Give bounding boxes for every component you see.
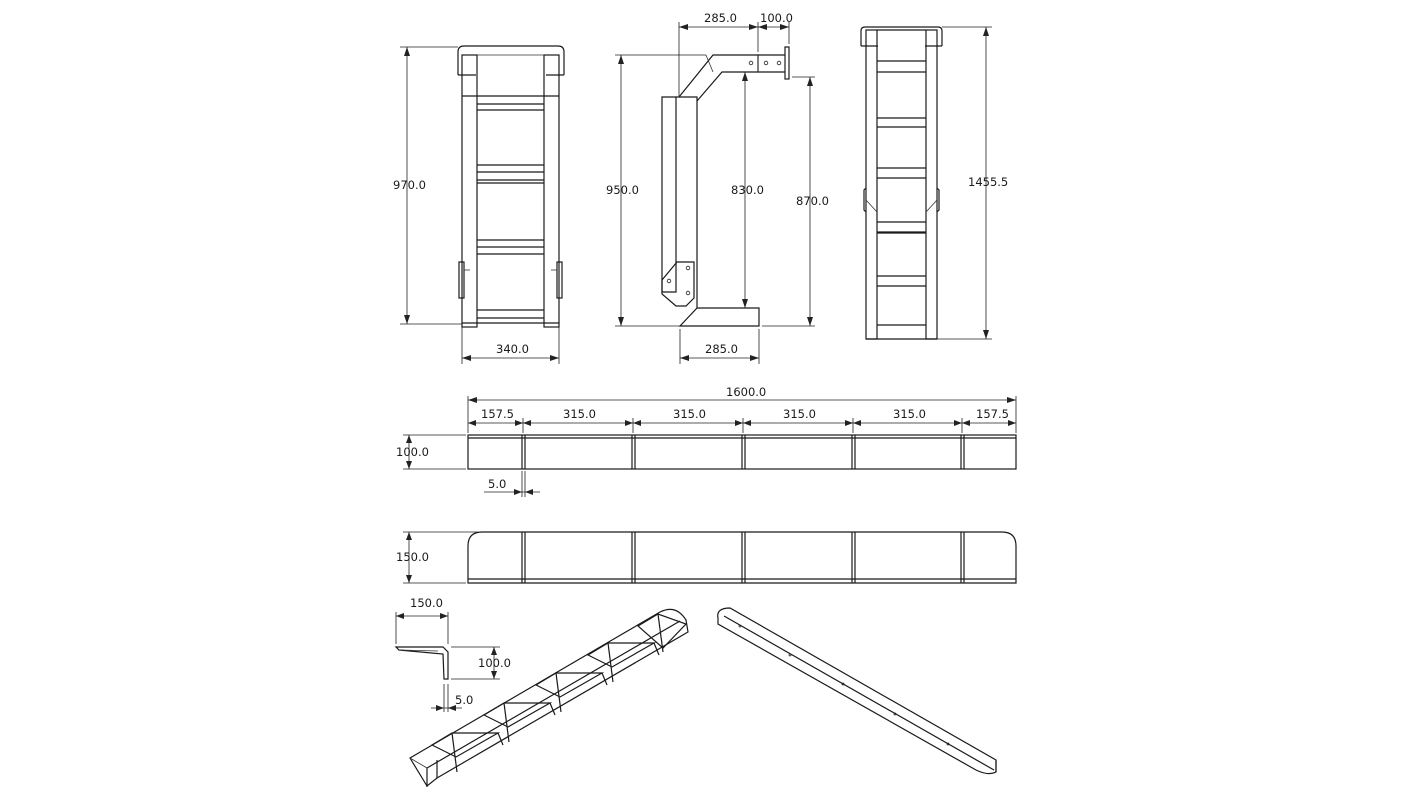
- side-view: [606, 11, 829, 364]
- isometric-step-assembly: [410, 609, 688, 787]
- step-elevation: [396, 385, 1016, 497]
- section-height-dim: 100.0: [478, 656, 511, 670]
- step-height-dim: 100.0: [396, 445, 429, 459]
- section-detail: [396, 596, 511, 712]
- section-thickness-dim: 5.0: [455, 693, 474, 707]
- step-end-left-dim: 157.5: [481, 407, 514, 421]
- side-mount-height-dim: 870.0: [796, 194, 829, 208]
- plan-width-dim: 150.0: [396, 550, 429, 564]
- step-pitch-2-dim: 315.0: [673, 407, 706, 421]
- step-total-length-dim: 1600.0: [726, 385, 767, 399]
- step-plan: [396, 532, 1016, 583]
- rear-height-dim: 1455.5: [968, 175, 1009, 189]
- section-width-dim: 150.0: [410, 596, 443, 610]
- side-bottom-length-dim: 285.0: [705, 342, 738, 356]
- rib-thickness-dim: 5.0: [488, 477, 507, 491]
- front-view: [393, 46, 564, 364]
- isometric-plate: [718, 608, 996, 774]
- step-pitch-3-dim: 315.0: [783, 407, 816, 421]
- side-height-dim: 950.0: [606, 183, 639, 197]
- rear-view: [861, 27, 1008, 339]
- side-flange-dim: 100.0: [760, 11, 793, 25]
- step-end-right-dim: 157.5: [976, 407, 1009, 421]
- step-pitch-4-dim: 315.0: [893, 407, 926, 421]
- side-inner-height-dim: 830.0: [731, 183, 764, 197]
- step-pitch-1-dim: 315.0: [563, 407, 596, 421]
- side-top-length-dim: 285.0: [704, 11, 737, 25]
- front-height-dim: 970.0: [393, 178, 426, 192]
- front-width-dim: 340.0: [496, 342, 529, 356]
